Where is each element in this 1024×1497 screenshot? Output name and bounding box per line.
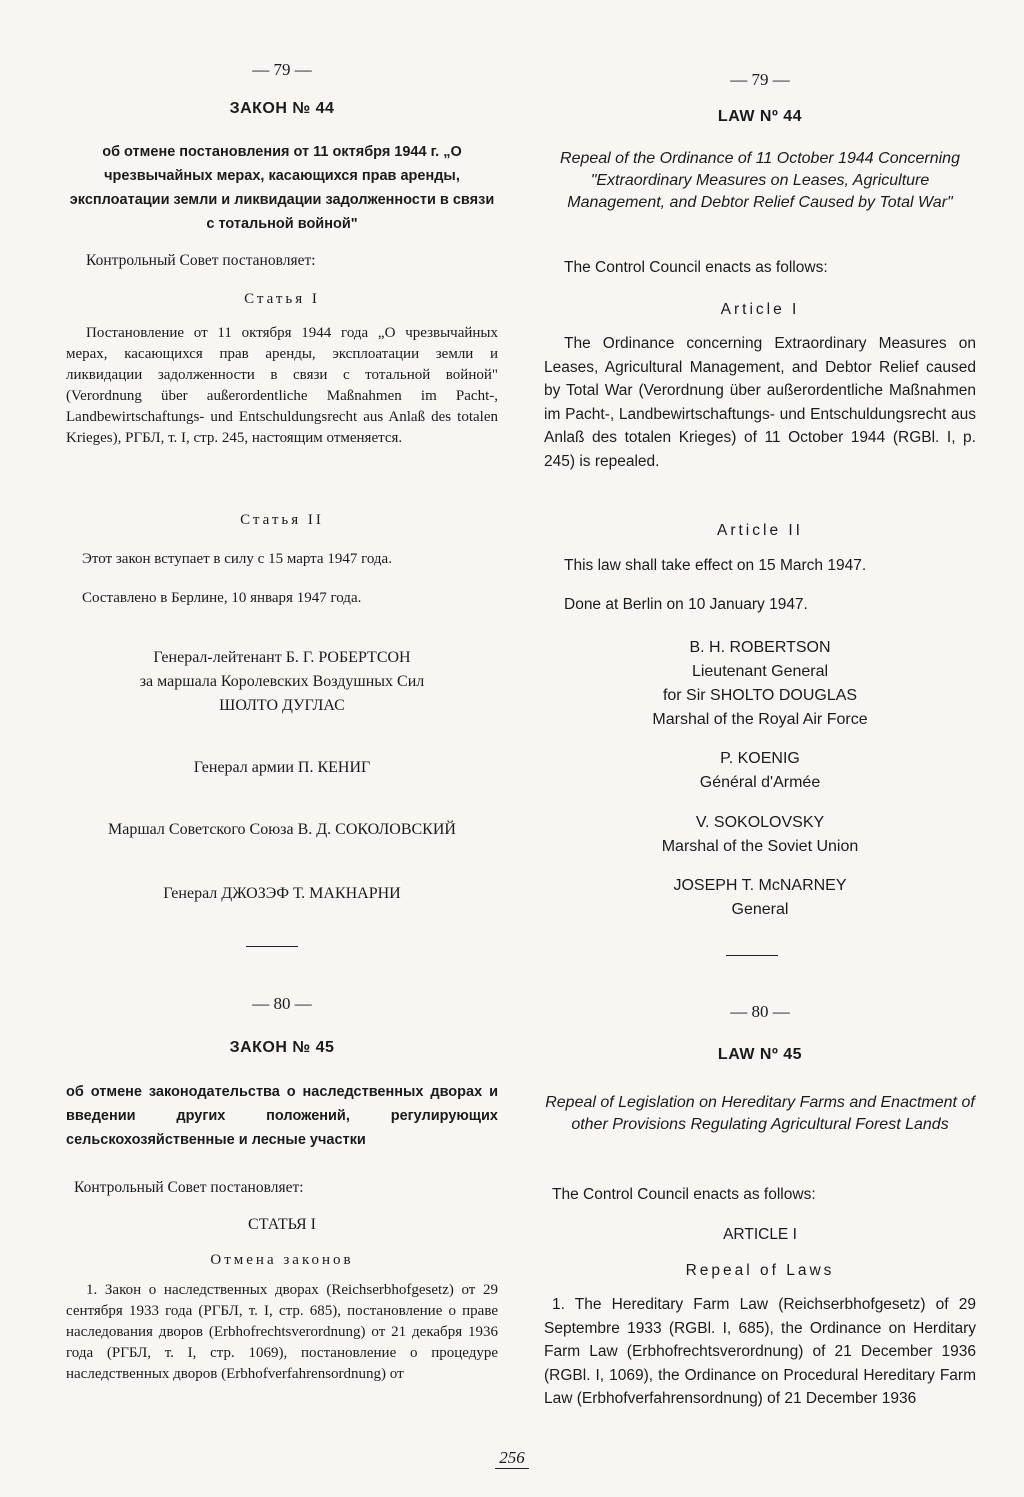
section-divider <box>726 955 778 956</box>
article-heading: Статья II <box>240 512 324 528</box>
section-heading: Repeal of Laws <box>685 1262 835 1279</box>
signature-koenig-rank: Général d'Armée <box>699 774 821 791</box>
section-divider <box>246 946 298 947</box>
law-title: LAW Nº 44 <box>717 108 803 125</box>
article-text: 1. Закон о наследственных дворах (Reichserbhofgesetz) от 29 сентября 1933 года (РГБЛ, т. I, стр. 685), постановление о праве наследования дворов (Erbhofrechtsverordnung) от 21 декабря 1936 года (РГБЛ, т. I, стр. 1069), постановление о процедуре наследственных дворов (Erbhofverfahrensordnung) от <box>66 1282 498 1382</box>
article-text: This law shall take effect on 15 March 1947. <box>564 557 867 574</box>
signature-robertson-for: за маршала Королевских Воздушных Сил <box>139 673 425 690</box>
article-heading: ARTICLE I <box>723 1226 797 1243</box>
signature-koenig: P. KOENIG <box>720 750 800 767</box>
signature-robertson: Генерал-лейтенант Б. Г. РОБЕРТСОН <box>153 649 411 666</box>
footer-page-number <box>0 1448 1024 1469</box>
signature-mcnarney-rank: General <box>731 901 789 918</box>
signature-robertson-rank: Lieutenant General <box>691 663 829 680</box>
signature-douglas-rank: Marshal of the Royal Air Force <box>652 711 868 728</box>
article-heading: СТАТЬЯ I <box>248 1216 316 1233</box>
law-subtitle: Repeal of the Ordinance of 11 October 1944 Concerning "Extraordinary Measures on Leases, Agriculture Management, and Debtor Relief Caused by Total War" <box>560 150 960 211</box>
law-title: ЗАКОН № 44 <box>229 100 335 117</box>
article-text: 1. The Hereditary Farm Law (Reichserbhofgesetz) of 29 Septembre 1933 (RGBl. I, 685), the Ordinance on Herditary Farm Law (Erbhofrechtsverordnung) of 21 December 1936 (RGBl. I, 1069), the Ordinance on Procedural Hereditary Farm Law (Erbhofverfahrensordnung) of 21 December 1936 <box>544 1296 976 1407</box>
signature-koenig: Генерал армии П. КЕНИГ <box>193 759 371 776</box>
page-number: — 79 — <box>252 60 312 79</box>
law-title: ЗАКОН № 45 <box>229 1039 335 1056</box>
signature-sokolovsky: Маршал Советского Союза В. Д. СОКОЛОВСКИЙ <box>108 821 456 838</box>
signature-douglas: for Sir SHOLTO DOUGLAS <box>662 687 858 704</box>
signature-robertson: B. H. ROBERTSON <box>689 639 831 656</box>
enactment-line: The Control Council enacts as follows: <box>552 1186 816 1203</box>
article-heading: Статья I <box>244 291 320 307</box>
article-text: The Ordinance concerning Extraordinary Measures on Leases, Agricultural Management, and Debtor Relief caused by Total War (Verordnung über außerordentliche Maßnahmen im Pacht-, Landbewirtschaftungs- und Entschuldungsrecht aus Anlaß des totalen Krieges) of 11 October 1944 (RGBl. I, p. 245) is repealed. <box>544 335 976 470</box>
article-text: Постановление от 11 октября 1944 года „О чрезвычайных мерах, касающихся прав аренды, эксплоатации земли и ликвидации задолженности в связи с тотальной войной" (Verordnung über außerordentliche Maßnahmen im Pacht-, Landbewirtschaftungs- und Entschuldungsrecht aus Anlaß des totalen Krieges), РГБЛ, т. I, стр. 245, настоящим отменяется. <box>66 325 498 446</box>
enactment-line: The Control Council enacts as follows: <box>564 259 828 276</box>
law-subtitle: об отмене законодательства о наследственных дворах и введении других положений, регулирующих сельскохозяйственные и лесные участки <box>66 1084 498 1148</box>
page-number: — 80 — <box>252 994 312 1013</box>
signature-sokolovsky: V. SOKOLOVSKY <box>695 814 825 831</box>
article-text: Этот закон вступает в силу с 15 марта 1947 года. <box>82 551 392 567</box>
enactment-line: Контрольный Совет постановляет: <box>74 1179 304 1196</box>
law-subtitle: об отмене постановления от 11 октября 1944 г. „О чрезвычайных мерах, касающихся прав аренды, эксплоатации земли и ликвидации задолженности в связи с тотальной войной" <box>69 144 495 232</box>
article-heading: Article II <box>717 522 803 539</box>
law-title: LAW Nº 45 <box>717 1046 803 1063</box>
page-number: — 79 — <box>730 70 790 89</box>
signature-mcnarney: JOSEPH T. McNARNEY <box>673 877 847 894</box>
article-heading: Article I <box>720 301 800 318</box>
footer-page-number-text: 256 <box>495 1448 529 1469</box>
law-subtitle: Repeal of Legislation on Hereditary Farms and Enactment of other Provisions Regulating Agricultural Forest Lands <box>545 1094 975 1133</box>
signature-sokolovsky-rank: Marshal of the Soviet Union <box>661 838 859 855</box>
signature-mcnarney: Генерал ДЖОЗЭФ Т. МАКНАРНИ <box>163 885 401 902</box>
done-at-line: Done at Berlin on 10 January 1947. <box>564 596 808 613</box>
done-at-line: Составлено в Берлине, 10 января 1947 года. <box>82 590 362 606</box>
enactment-line: Контрольный Совет постановляет: <box>86 252 316 269</box>
section-heading: Отмена законов <box>210 1252 354 1268</box>
signature-douglas: ШОЛТО ДУГЛАС <box>219 697 345 714</box>
page-number: — 80 — <box>730 1002 790 1021</box>
